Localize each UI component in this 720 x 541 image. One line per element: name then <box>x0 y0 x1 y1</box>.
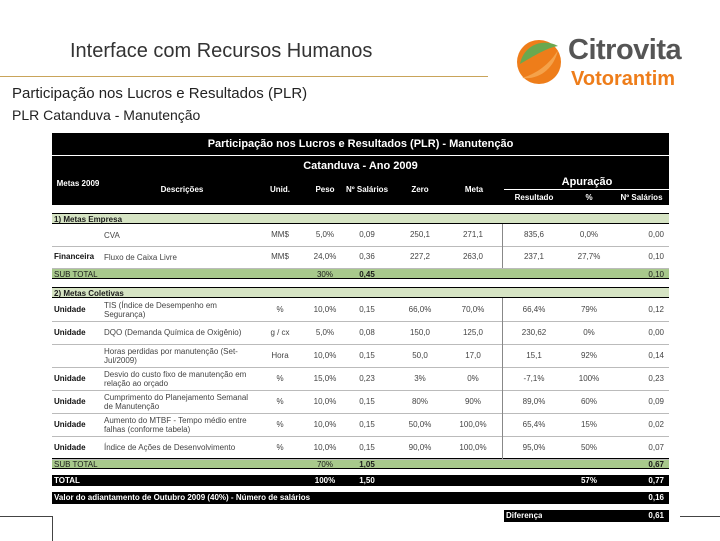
table-row <box>52 321 669 345</box>
cell-meta: 90% <box>464 397 481 406</box>
column-separator <box>502 413 503 436</box>
col-metas: Metas 2009 <box>56 179 100 188</box>
total-pct: 57% <box>580 476 597 485</box>
cell-meta: 125,0 <box>462 328 484 337</box>
cell-meta: 100,0% <box>459 420 487 429</box>
cell-desc: Aumento do MTBF - Tempo médio entre falhas (conforme tabela) <box>104 415 247 434</box>
cell-desc: Desvio do custo fixo de manutenção em relação ao orçado <box>104 369 247 388</box>
cell-meta: 271,1 <box>462 230 484 239</box>
cell-group: Unidade <box>54 420 86 429</box>
subtotal-peso: 70% <box>316 460 333 469</box>
cell-res: 65,4% <box>522 420 546 429</box>
cell-res: 89,0% <box>522 397 546 406</box>
adiantamento-row <box>52 492 669 504</box>
column-separator <box>502 390 503 413</box>
col-unid: Unid. <box>270 185 290 194</box>
section-metas-coletivas: 2) Metas Coletivas <box>52 287 669 298</box>
cell-zero: 227,2 <box>409 252 431 261</box>
cell-peso: 10,0% <box>313 420 337 429</box>
subtotal-salarios: 0,45 <box>359 270 375 279</box>
subtotal-nsal: 0,67 <box>648 460 664 469</box>
cell-desc: TIS (Índice de Desempenho em Segurança) <box>104 300 217 319</box>
slide-corner-left <box>0 516 53 541</box>
cell-desc: Índice de Ações de Desenvolvimento <box>104 443 236 452</box>
cell-res: 15,1 <box>526 351 542 360</box>
cell-zero: 80% <box>411 397 428 406</box>
cell-group <box>54 344 102 367</box>
title-divider <box>0 76 488 77</box>
cell-zero: 66,0% <box>408 305 432 314</box>
cell-pct: 100% <box>578 374 600 383</box>
table-title: Participação nos Lucros e Resultados (PLR) - Manutenção <box>52 133 669 155</box>
logo-group-text: Votorantim <box>571 68 676 90</box>
page-title: Interface com Recursos Humanos <box>70 40 373 62</box>
cell-pct: 0,0% <box>579 230 599 239</box>
col-descricao: Descrições <box>160 185 204 194</box>
cell-sal: 0,15 <box>359 397 375 406</box>
column-separator <box>502 224 503 246</box>
table-row <box>52 367 669 391</box>
cell-unid: % <box>276 443 284 452</box>
cell-zero: 90,0% <box>408 443 432 452</box>
cell-unid: % <box>276 374 284 383</box>
total-nsal: 0,77 <box>648 476 664 485</box>
cell-nsal: 0,14 <box>648 351 664 360</box>
cell-meta: 0% <box>467 374 479 383</box>
table-row <box>52 390 669 414</box>
cell-desc: CVA <box>104 230 120 240</box>
cell-group <box>54 224 102 246</box>
section-metas-empresa: 1) Metas Empresa <box>52 213 669 224</box>
cell-nsal: 0,02 <box>648 420 664 429</box>
subtotal-peso: 30% <box>316 270 333 279</box>
diferenca-label: Diferença <box>506 511 543 520</box>
col-salarios: Nº Salários <box>345 185 389 194</box>
cell-nsal: 0,23 <box>648 374 664 383</box>
cell-peso: 15,0% <box>313 374 337 383</box>
cell-meta: 263,0 <box>462 252 484 261</box>
cell-nsal: 0,00 <box>648 230 664 239</box>
cell-res: 237,1 <box>523 252 545 261</box>
cell-pct: 15% <box>580 420 597 429</box>
cell-nsal: 0,09 <box>648 397 664 406</box>
cell-zero: 3% <box>414 374 426 383</box>
cell-unid: % <box>276 305 284 314</box>
diferenca-value: 0,61 <box>648 511 664 520</box>
cell-res: 835,6 <box>523 230 545 239</box>
leaf-logo-icon <box>514 34 564 90</box>
cell-pct: 92% <box>580 351 597 360</box>
table-row <box>52 246 669 269</box>
cell-pct: 50% <box>580 443 597 452</box>
cell-pct: 0% <box>583 328 595 337</box>
cell-peso: 10,0% <box>313 351 337 360</box>
cell-unid: g / cx <box>270 328 290 337</box>
total-salarios: 1,50 <box>359 476 375 485</box>
subtotal-label: SUB TOTAL <box>54 270 98 279</box>
cell-group: Unidade <box>54 305 86 314</box>
col-peso: Peso <box>315 185 335 194</box>
cell-sal: 0,36 <box>359 252 375 261</box>
subtotal-nsal: 0,10 <box>648 270 664 279</box>
plr-spreadsheet <box>52 133 669 523</box>
cell-unid: % <box>276 420 284 429</box>
col-zero: Zero <box>411 185 429 194</box>
cell-zero: 250,1 <box>409 230 431 239</box>
cell-group: Unidade <box>54 374 86 383</box>
column-separator <box>502 246 503 268</box>
table-row <box>52 413 669 437</box>
cell-desc: Fluxo de Caixa Livre <box>104 252 177 262</box>
cell-pct: 60% <box>580 397 597 406</box>
cell-peso: 5,0% <box>315 328 335 337</box>
table-row <box>52 436 669 460</box>
diferenca-row <box>504 510 669 522</box>
cell-desc: Cumprimento do Planejamento Semanal de Manutenção <box>104 392 249 411</box>
logo-brand-text: Citrovita <box>568 34 682 66</box>
cell-nsal: 0,00 <box>648 328 664 337</box>
cell-nsal: 0,07 <box>648 443 664 452</box>
cell-meta: 17,0 <box>465 351 481 360</box>
cell-sal: 0,15 <box>359 351 375 360</box>
cell-zero: 50,0 <box>412 351 428 360</box>
cell-group: Unidade <box>54 397 86 406</box>
col-pct: % <box>585 193 593 202</box>
apuracao-divider <box>504 189 669 190</box>
total-peso: 100% <box>314 476 336 485</box>
total-label: TOTAL <box>54 476 80 485</box>
col-apuracao: Apuração <box>561 176 613 188</box>
cell-res: 95,0% <box>522 443 546 452</box>
cell-unid: % <box>276 397 284 406</box>
cell-peso: 24,0% <box>313 252 337 261</box>
cell-pct: 27,7% <box>577 252 601 261</box>
table-row <box>52 224 669 247</box>
adiantamento-label: Valor do adiantamento de Outubro 2009 (40%) - Número de salários <box>54 493 311 502</box>
cell-peso: 10,0% <box>313 305 337 314</box>
page-subtitle-2: PLR Catanduva - Manutenção <box>12 107 201 123</box>
column-separator <box>502 344 503 367</box>
cell-peso: 10,0% <box>313 397 337 406</box>
col-nsal: Nº Salários <box>620 193 663 202</box>
cell-sal: 0,09 <box>359 230 375 239</box>
cell-res: -7,1% <box>523 374 545 383</box>
cell-group: Unidade <box>54 328 86 337</box>
cell-group: Unidade <box>54 443 86 452</box>
page-subtitle: Participação nos Lucros e Resultados (PLR) <box>12 85 308 102</box>
company-logo <box>514 34 714 94</box>
cell-peso: 10,0% <box>313 443 337 452</box>
cell-nsal: 0,10 <box>648 252 664 261</box>
cell-sal: 0,23 <box>359 374 375 383</box>
cell-unid: MM$ <box>271 230 289 239</box>
cell-desc: DQO (Demanda Química de Oxigênio) <box>104 328 242 337</box>
cell-res: 66,4% <box>522 305 546 314</box>
cell-desc: Horas perdidas por manutenção (Set-Jul/2009) <box>104 346 238 365</box>
cell-sal: 0,15 <box>359 305 375 314</box>
cell-zero: 150,0 <box>409 328 431 337</box>
table-row <box>52 298 669 322</box>
adiantamento-value: 0,16 <box>648 493 664 502</box>
cell-sal: 0,15 <box>359 420 375 429</box>
subtotal-row-1 <box>52 268 669 279</box>
column-separator <box>502 367 503 390</box>
subtotal-label: SUB TOTAL <box>54 460 98 469</box>
cell-nsal: 0,12 <box>648 305 664 314</box>
total-row <box>52 475 669 486</box>
col-meta: Meta <box>464 185 484 194</box>
cell-meta: 70,0% <box>461 305 485 314</box>
column-separator <box>502 436 503 459</box>
cell-pct: 79% <box>580 305 597 314</box>
cell-sal: 0,08 <box>359 328 375 337</box>
col-resultado: Resultado <box>514 193 554 202</box>
column-separator <box>502 321 503 344</box>
column-separator <box>502 298 503 321</box>
subtotal-salarios: 1,05 <box>359 460 375 469</box>
cell-res: 230,62 <box>521 328 547 337</box>
cell-unid: Hora <box>271 351 289 360</box>
cell-unid: MM$ <box>271 252 289 261</box>
cell-zero: 50,0% <box>408 420 432 429</box>
table-subtitle: Catanduva - Ano 2009 <box>52 155 669 176</box>
cell-sal: 0,15 <box>359 443 375 452</box>
cell-group: Financeira <box>54 252 95 261</box>
cell-peso: 5,0% <box>315 230 335 239</box>
cell-meta: 100,0% <box>459 443 487 452</box>
table-row <box>52 344 669 368</box>
slide-corner-right <box>680 516 720 517</box>
